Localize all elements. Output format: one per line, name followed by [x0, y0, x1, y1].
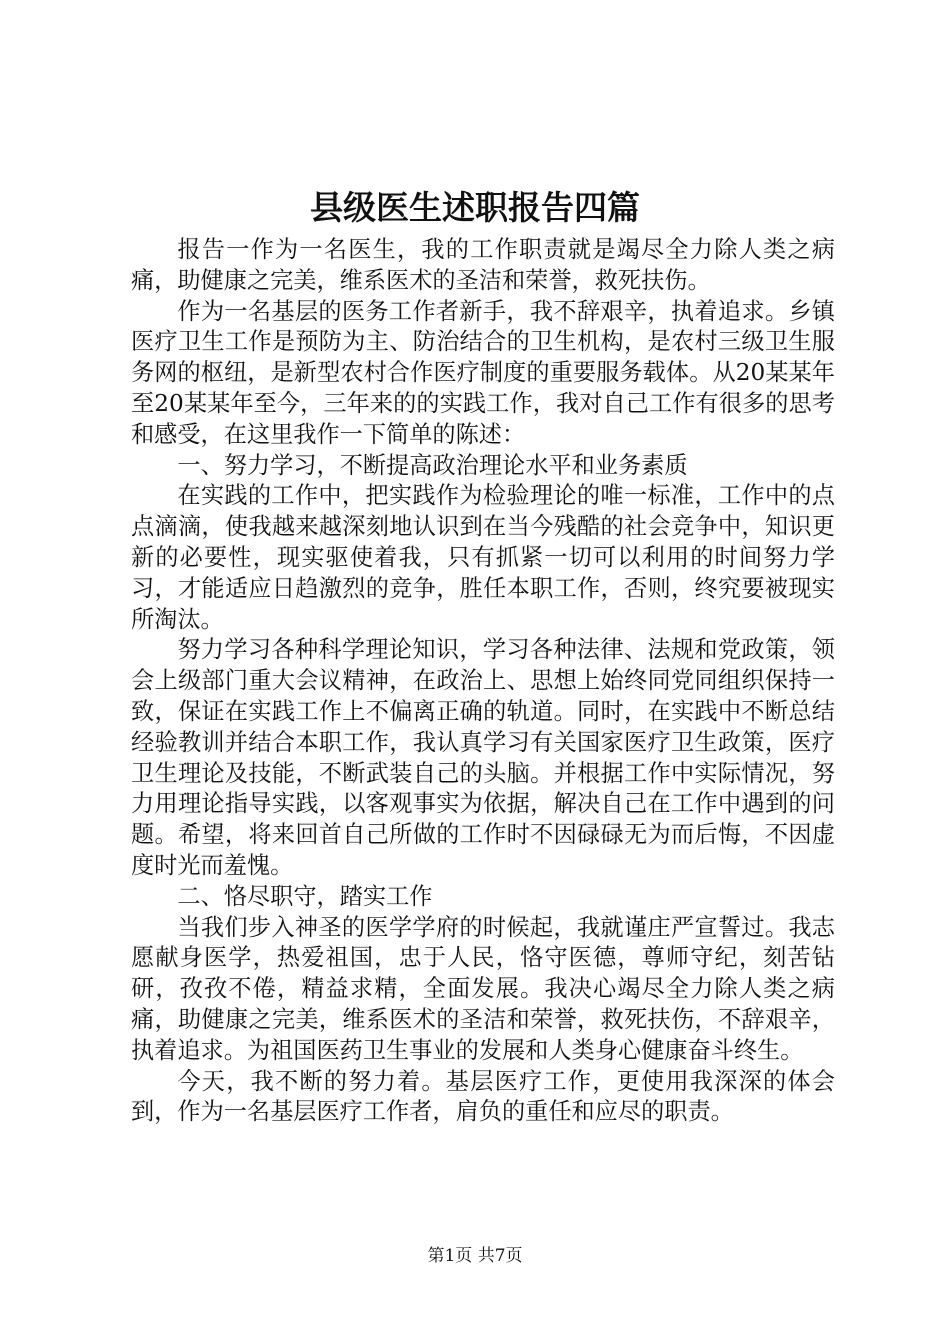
section-heading: 一、努力学习，不断提高政治理论水平和业务素质 — [177, 451, 688, 479]
paragraph: 在实践的工作中，把实践作为检验理论的唯一标准，工作中的点点滴滴，使我越来越深刻地认识到在当今残酷的社会竞争中，知识更新的必要性，现实驱使着我，只有抓紧一切可以利用的时间努力学习，才能适应日趋激烈的竞争，胜任本职工作，否则，终究要被现实所淘汰。 — [131, 482, 835, 633]
document-body — [131, 235, 835, 1128]
page-footer: 第1页 共7页 — [427, 1246, 523, 1266]
section-heading: 二、恪尽职守，踏实工作 — [177, 882, 433, 910]
paragraph: 今天，我不断的努力着。基层医疗工作，更使用我深深的体会到，作为一名基层医疗工作者，肩负的重任和应尽的职责。 — [131, 1067, 835, 1126]
paragraph: 作为一名基层的医务工作者新手，我不辞艰辛，执着追求。乡镇医疗卫生工作是预防为主、防治结合的卫生机构，是农村三级卫生服务网的枢纽，是新型农村合作医疗制度的重要服务载体。从20某某年至20某某年至今，三年来的的实践工作，我对自己工作有很多的思考和感受，在这里我作一下简单的陈述： — [131, 297, 835, 448]
paragraph: 当我们步入神圣的医学学府的时候起，我就谨庄严宣誓过。我志愿献身医学，热爱祖国，忠于人民，恪守医德，尊师守纪，刻苦钻研，孜孜不倦，精益求精，全面发展。我决心竭尽全力除人类之病痛，助健康之完美，维系医术的圣洁和荣誉，救死扶伤，不辞艰辛，执着追求。为祖国医药卫生事业的发展和人类身心健康奋斗终生。 — [131, 913, 835, 1064]
document-title: 县级医生述职报告四篇 — [310, 188, 640, 227]
paragraph: 报告一作为一名医生，我的工作职责就是竭尽全力除人类之病痛，助健康之完美，维系医术的圣洁和荣誉，救死扶伤。 — [131, 236, 835, 294]
paragraph: 努力学习各种科学理论知识，学习各种法律、法规和党政策，领会上级部门重大会议精神，在政治上、思想上始终同党同组织保持一致，保证在实践工作上不偏离正确的轨道。同时，在实践中不断总结经验教训并结合本职工作，我认真学习有关国家医疗卫生政策，医疗卫生理论及技能，不断武装自己的头脑。并根据工作中实际情况，努力用理论指导实践，以客观事实为依据，解决自己在工作中遇到的问题。希望，将来回首自己所做的工作时不因碌碌无为而后悔，不因虚度时光而羞愧。 — [131, 636, 835, 879]
